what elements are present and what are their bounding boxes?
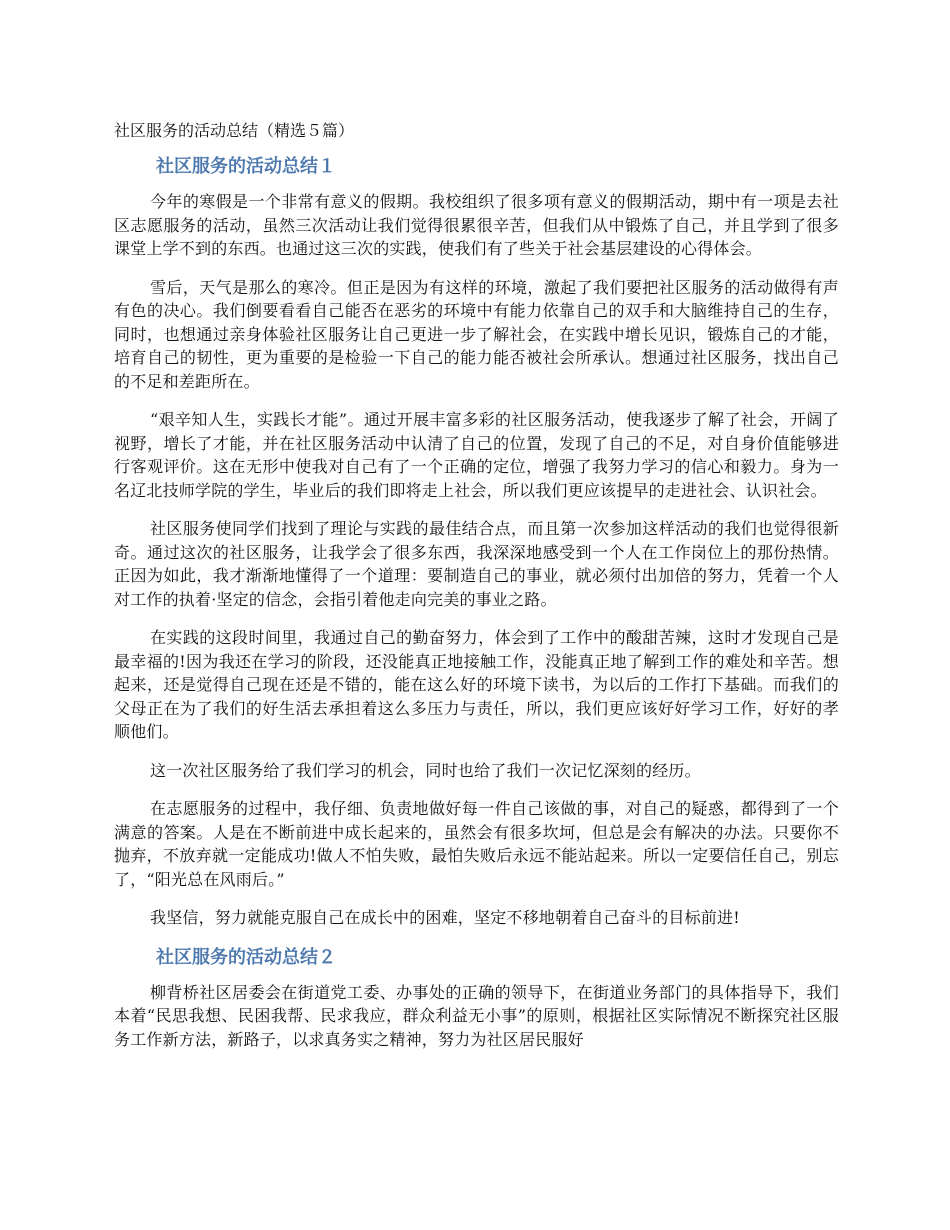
paragraph: 这一次社区服务给了我们学习的机会，同时也给了我们一次记忆深刻的经历。 bbox=[150, 760, 701, 780]
paragraph: “艰辛知人生，实践长才能”。通过开展丰富多彩的社区服务活动，使我逐步了解了社会，开阔了视野，增长了才能，并在社区服务活动中认清了自己的位置，发现了自己的不足，对自身价值能够进行客观评价。这在无形中使我对自己有了一个正确的定位，增强了我努力学习的信心和毅力。身为一名辽北技师学院的学生，毕业后的我们即将走上社会，所以我们更应该提早的走进社会、认识社会。 bbox=[114, 410, 839, 500]
paragraph: 柳背桥社区居委会在街道党工委、办事处的正确的领导下，在街道业务部门的具体指导下，我们本着“民思我想、民困我帮、民求我应，群众利益无小事”的原则，根据社区实际情况不断探究社区服务工作新方法，新路子，以求真务实之精神，努力为社区居民服好 bbox=[114, 982, 839, 1049]
document-title: 社区服务的活动总结（精选５篇） bbox=[114, 121, 355, 140]
paragraph: 我坚信，努力就能克服自己在成长中的困难，坚定不移地朝着自己奋斗的目标前进! bbox=[150, 908, 740, 927]
paragraph: 社区服务使同学们找到了理论与实践的最佳结合点，而且第一次参加这样活动的我们也觉得很新奇。通过这次的社区服务，让我学会了很多东西，我深深地感受到一个人在工作岗位上的那份热情。正因为如此，我才渐渐地懂得了一个道理：要制造自己的事业，就必须付出加倍的努力，凭着一个人对工作的执着·坚定的信念，会指引着他走向完美的事业之路。 bbox=[114, 519, 839, 609]
paragraph: 在志愿服务的过程中，我仔细、负责地做好每一件自己该做的事，对自己的疑惑，都得到了一个满意的答案。人是在不断前进中成长起来的，虽然会有很多坎坷，但总是会有解决的办法。只要你不抛弃，不放弃就一定能成功!做人不怕失败，最怕失败后永远不能站起来。所以一定要信任自己，别忘了，“阳光总在风雨后。” bbox=[114, 799, 839, 889]
section-2 bbox=[114, 945, 839, 1052]
section-heading: 社区服务的活动总结１ bbox=[156, 156, 336, 177]
paragraph: 在实践的这段时间里，我通过自己的勤奋努力，体会到了工作中的酸甜苦辣，这时才发现自己是最幸福的!因为我还在学习的阶段，还没能真正地接触工作，没能真正地了解到工作的难处和辛苦。想起来，还是觉得自己现在还是不错的，能在这么好的环境下读书，为以后的工作打下基础。而我们的父母正在为了我们的好生活去承担着这么多压力与责任，所以，我们更应该好好学习工作，好好的孝顺他们。 bbox=[114, 628, 839, 741]
section-heading: 社区服务的活动总结２ bbox=[156, 946, 336, 968]
paragraph: 今年的寒假是一个非常有意义的假期。我校组织了很多项有意义的假期活动，期中有一项是去社区志愿服务的活动，虽然三次活动让我们觉得很累很辛苦，但我们从中锻炼了自己，并且学到了很多课堂上学不到的东西。也通过这三次的实践，使我们有了些关于社会基层建设的心得体会。 bbox=[114, 192, 839, 258]
paragraph: 雪后，天气是那么的寒冷。但正是因为有这样的环境，激起了我们要把社区服务的活动做得有声有色的决心。我们倒要看看自己能否在恶劣的环境中有能力依靠自己的双手和大脑维持自己的生存，同时，也想通过亲身体验社区服务让自己更进一步了解社会，在实践中增长见识，锻炼自己的才能，培育自己的韧性，更为重要的是检验一下自己的能力能否被社会所承认。想通过社区服务，找出自己的不足和差距所在。 bbox=[114, 277, 839, 391]
document-page bbox=[114, 118, 839, 1066]
section-1 bbox=[114, 154, 839, 930]
